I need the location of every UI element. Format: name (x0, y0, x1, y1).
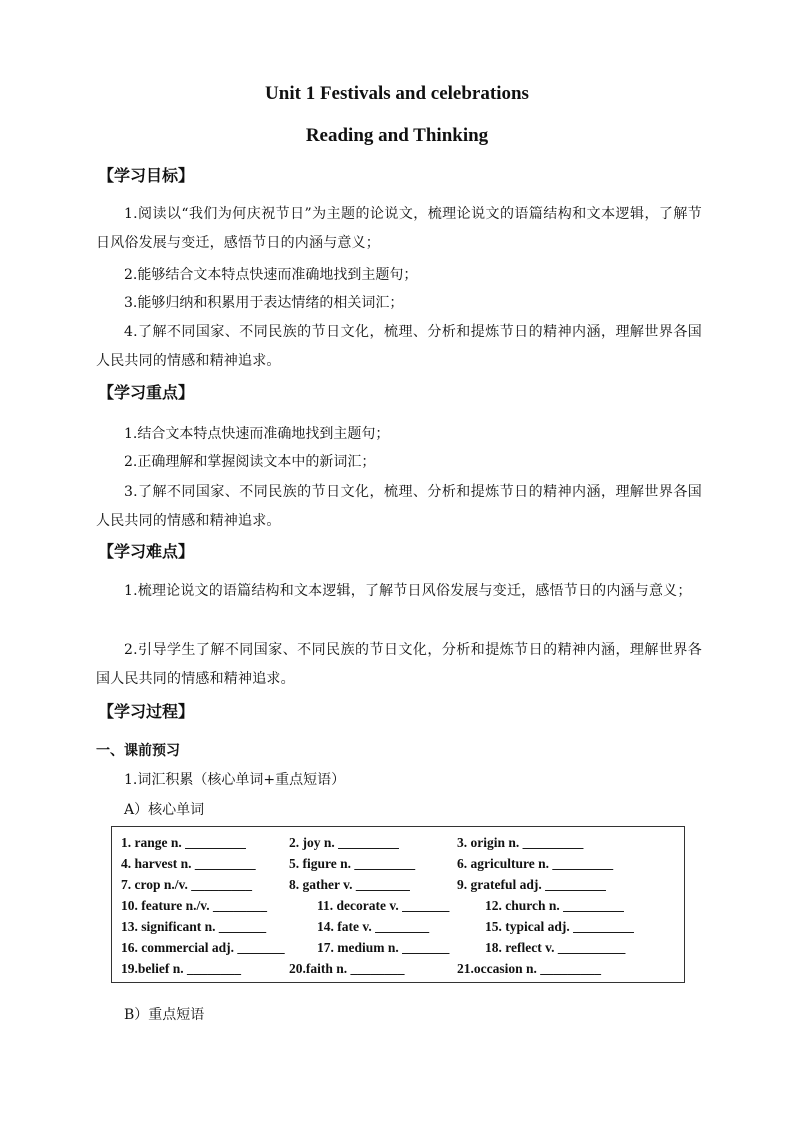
vocab-entry: 11. decorate v. _______ (317, 898, 450, 913)
vocab-row (121, 937, 681, 958)
vocab-row (121, 832, 681, 853)
objective-item-4: 4.了解不同国家、不同民族的节日文化，梳理、分析和提炼节日的精神内涵，理解世界各国人民共同的情感和精神追求。 (96, 324, 702, 369)
key-points-heading: 【学习重点】 (98, 383, 195, 402)
vocab-entry: 3. origin n. _________ (457, 835, 584, 850)
key-point-item-2: 2.正确理解和掌握阅读文本中的新词汇； (124, 454, 376, 470)
vocab-row (121, 874, 681, 895)
vocab-entry: 12. church n. _________ (485, 898, 624, 913)
vocab-entry: 19.belief n. ________ (121, 961, 241, 976)
vocab-entry: 9. grateful adj. _________ (457, 877, 606, 892)
document-subtitle: Reading and Thinking (305, 125, 489, 146)
vocab-entry: 7. crop n./v. _________ (121, 877, 253, 892)
key-phrases-label: B）重点短语 (124, 1007, 205, 1023)
vocab-step-label: 1.词汇积累（核心单词+重点短语） (124, 772, 346, 788)
vocab-entry: 4. harvest n. _________ (121, 856, 256, 871)
vocab-entry: 13. significant n. _______ (121, 919, 267, 934)
preview-section-heading: 一、课前预习 (96, 743, 180, 759)
vocab-entry: 17. medium n. _______ (317, 940, 450, 955)
vocab-row (121, 895, 681, 916)
vocab-entry: 2. joy n. _________ (289, 835, 399, 850)
vocab-entry: 5. figure n. _________ (289, 856, 416, 871)
vocab-entry: 21.occasion n. _________ (457, 961, 602, 976)
key-point-item-3: 3.了解不同国家、不同民族的节日文化，梳理、分析和提炼节日的精神内涵，理解世界各国人民共同的情感和精神追求。 (96, 484, 702, 529)
process-heading: 【学习过程】 (98, 702, 195, 721)
vocab-entry: 8. gather v. ________ (289, 877, 410, 892)
vocab-entry: 6. agriculture n. _________ (457, 856, 614, 871)
difficulty-item-2: 2.引导学生了解不同国家、不同民族的节日文化，分析和提炼节日的精神内涵，理解世界各国人民共同的情感和精神追求。 (96, 642, 702, 687)
objective-item-3: 3.能够归纳和积累用于表达情绪的相关词汇； (124, 295, 404, 311)
vocab-entry: 20.faith n. ________ (289, 961, 405, 976)
key-point-item-1: 1.结合文本特点快速而准确地找到主题句； (124, 426, 390, 442)
vocab-row (121, 958, 681, 979)
vocab-row (121, 916, 681, 937)
objectives-heading: 【学习目标】 (98, 166, 195, 185)
vocab-entry: 15. typical adj. _________ (485, 919, 634, 934)
core-words-box (111, 826, 685, 983)
core-words-label: A）核心单词 (124, 802, 205, 818)
objective-item-1: 1.阅读以“我们为何庆祝节日”为主题的论说文，梳理论说文的语篇结构和文本逻辑，了解节日风俗发展与变迁，感悟节日的内涵与意义； (96, 206, 702, 251)
vocab-entry: 16. commercial adj. _______ (121, 940, 285, 955)
vocab-row (121, 853, 681, 874)
vocab-entry: 18. reflect v. __________ (485, 940, 626, 955)
document-title: Unit 1 Festivals and celebrations (265, 83, 529, 104)
vocab-entry: 14. fate v. ________ (317, 919, 430, 934)
vocab-entry: 1. range n. _________ (121, 835, 246, 850)
vocab-entry: 10. feature n./v. ________ (121, 898, 267, 913)
objective-item-2: 2.能够结合文本特点快速而准确地找到主题句； (124, 267, 418, 283)
difficulties-heading: 【学习难点】 (98, 542, 195, 561)
difficulty-item-1: 1.梳理论说文的语篇结构和文本逻辑，了解节日风俗发展与变迁，感悟节日的内涵与意义； (124, 583, 692, 599)
